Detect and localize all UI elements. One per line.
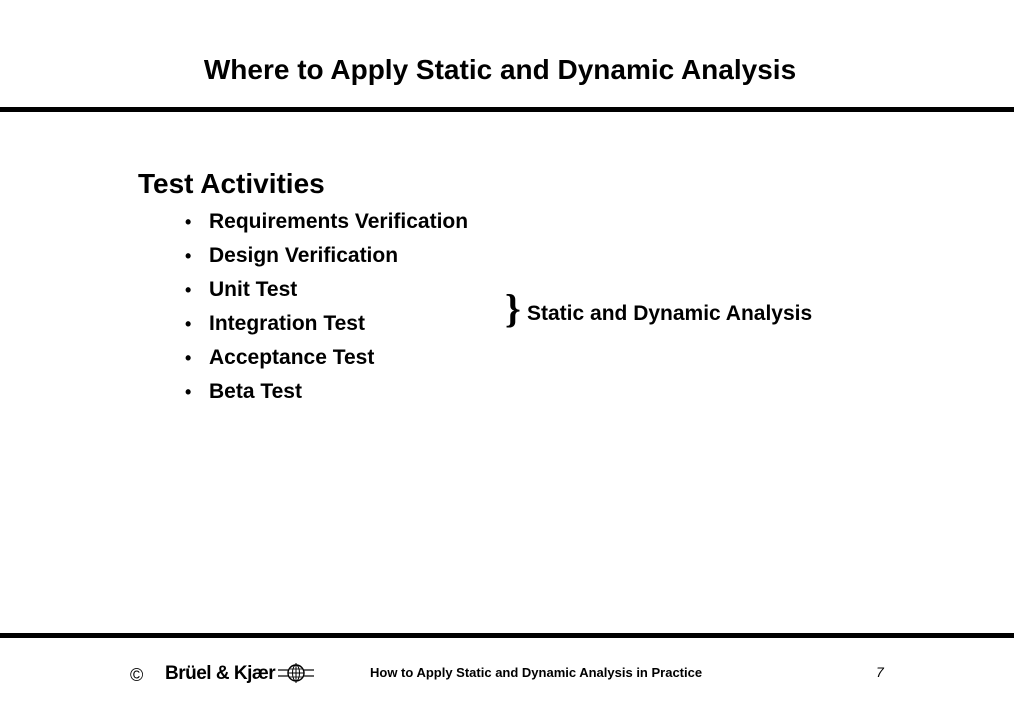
brace-label: Static and Dynamic Analysis	[527, 302, 813, 325]
list-item	[185, 275, 468, 309]
slide-title: Where to Apply Static and Dynamic Analysis	[203, 54, 797, 85]
globe-logo-icon	[278, 662, 314, 684]
list-item	[185, 309, 468, 343]
list-item	[185, 207, 468, 241]
list-item-label: Design Verification	[209, 244, 399, 267]
bullet-icon: •	[185, 348, 192, 368]
list-item	[185, 343, 468, 377]
bullet-icon: •	[185, 280, 192, 300]
list-item-label: Acceptance Test	[209, 346, 375, 369]
list-item-label: Requirements Verification	[209, 210, 469, 233]
list-item-label: Unit Test	[209, 278, 298, 301]
top-divider	[0, 107, 1014, 112]
list-item	[185, 377, 468, 411]
bottom-divider	[0, 633, 1014, 638]
activity-list	[185, 207, 468, 411]
list-item	[185, 241, 468, 275]
footer-title: How to Apply Static and Dynamic Analysis in Practice	[370, 665, 703, 680]
list-item-label: Beta Test	[209, 380, 302, 403]
brace-icon: }	[505, 286, 521, 331]
page-number: 7	[876, 664, 884, 680]
brand-name: Brüel & Kjær	[165, 663, 276, 684]
bullet-icon: •	[185, 314, 192, 334]
bullet-icon: •	[185, 212, 192, 232]
bullet-icon: •	[185, 246, 192, 266]
bullet-icon: •	[185, 382, 192, 402]
section-heading: Test Activities	[138, 168, 325, 199]
copyright-symbol: ©	[130, 665, 144, 685]
list-item-label: Integration Test	[209, 312, 365, 335]
